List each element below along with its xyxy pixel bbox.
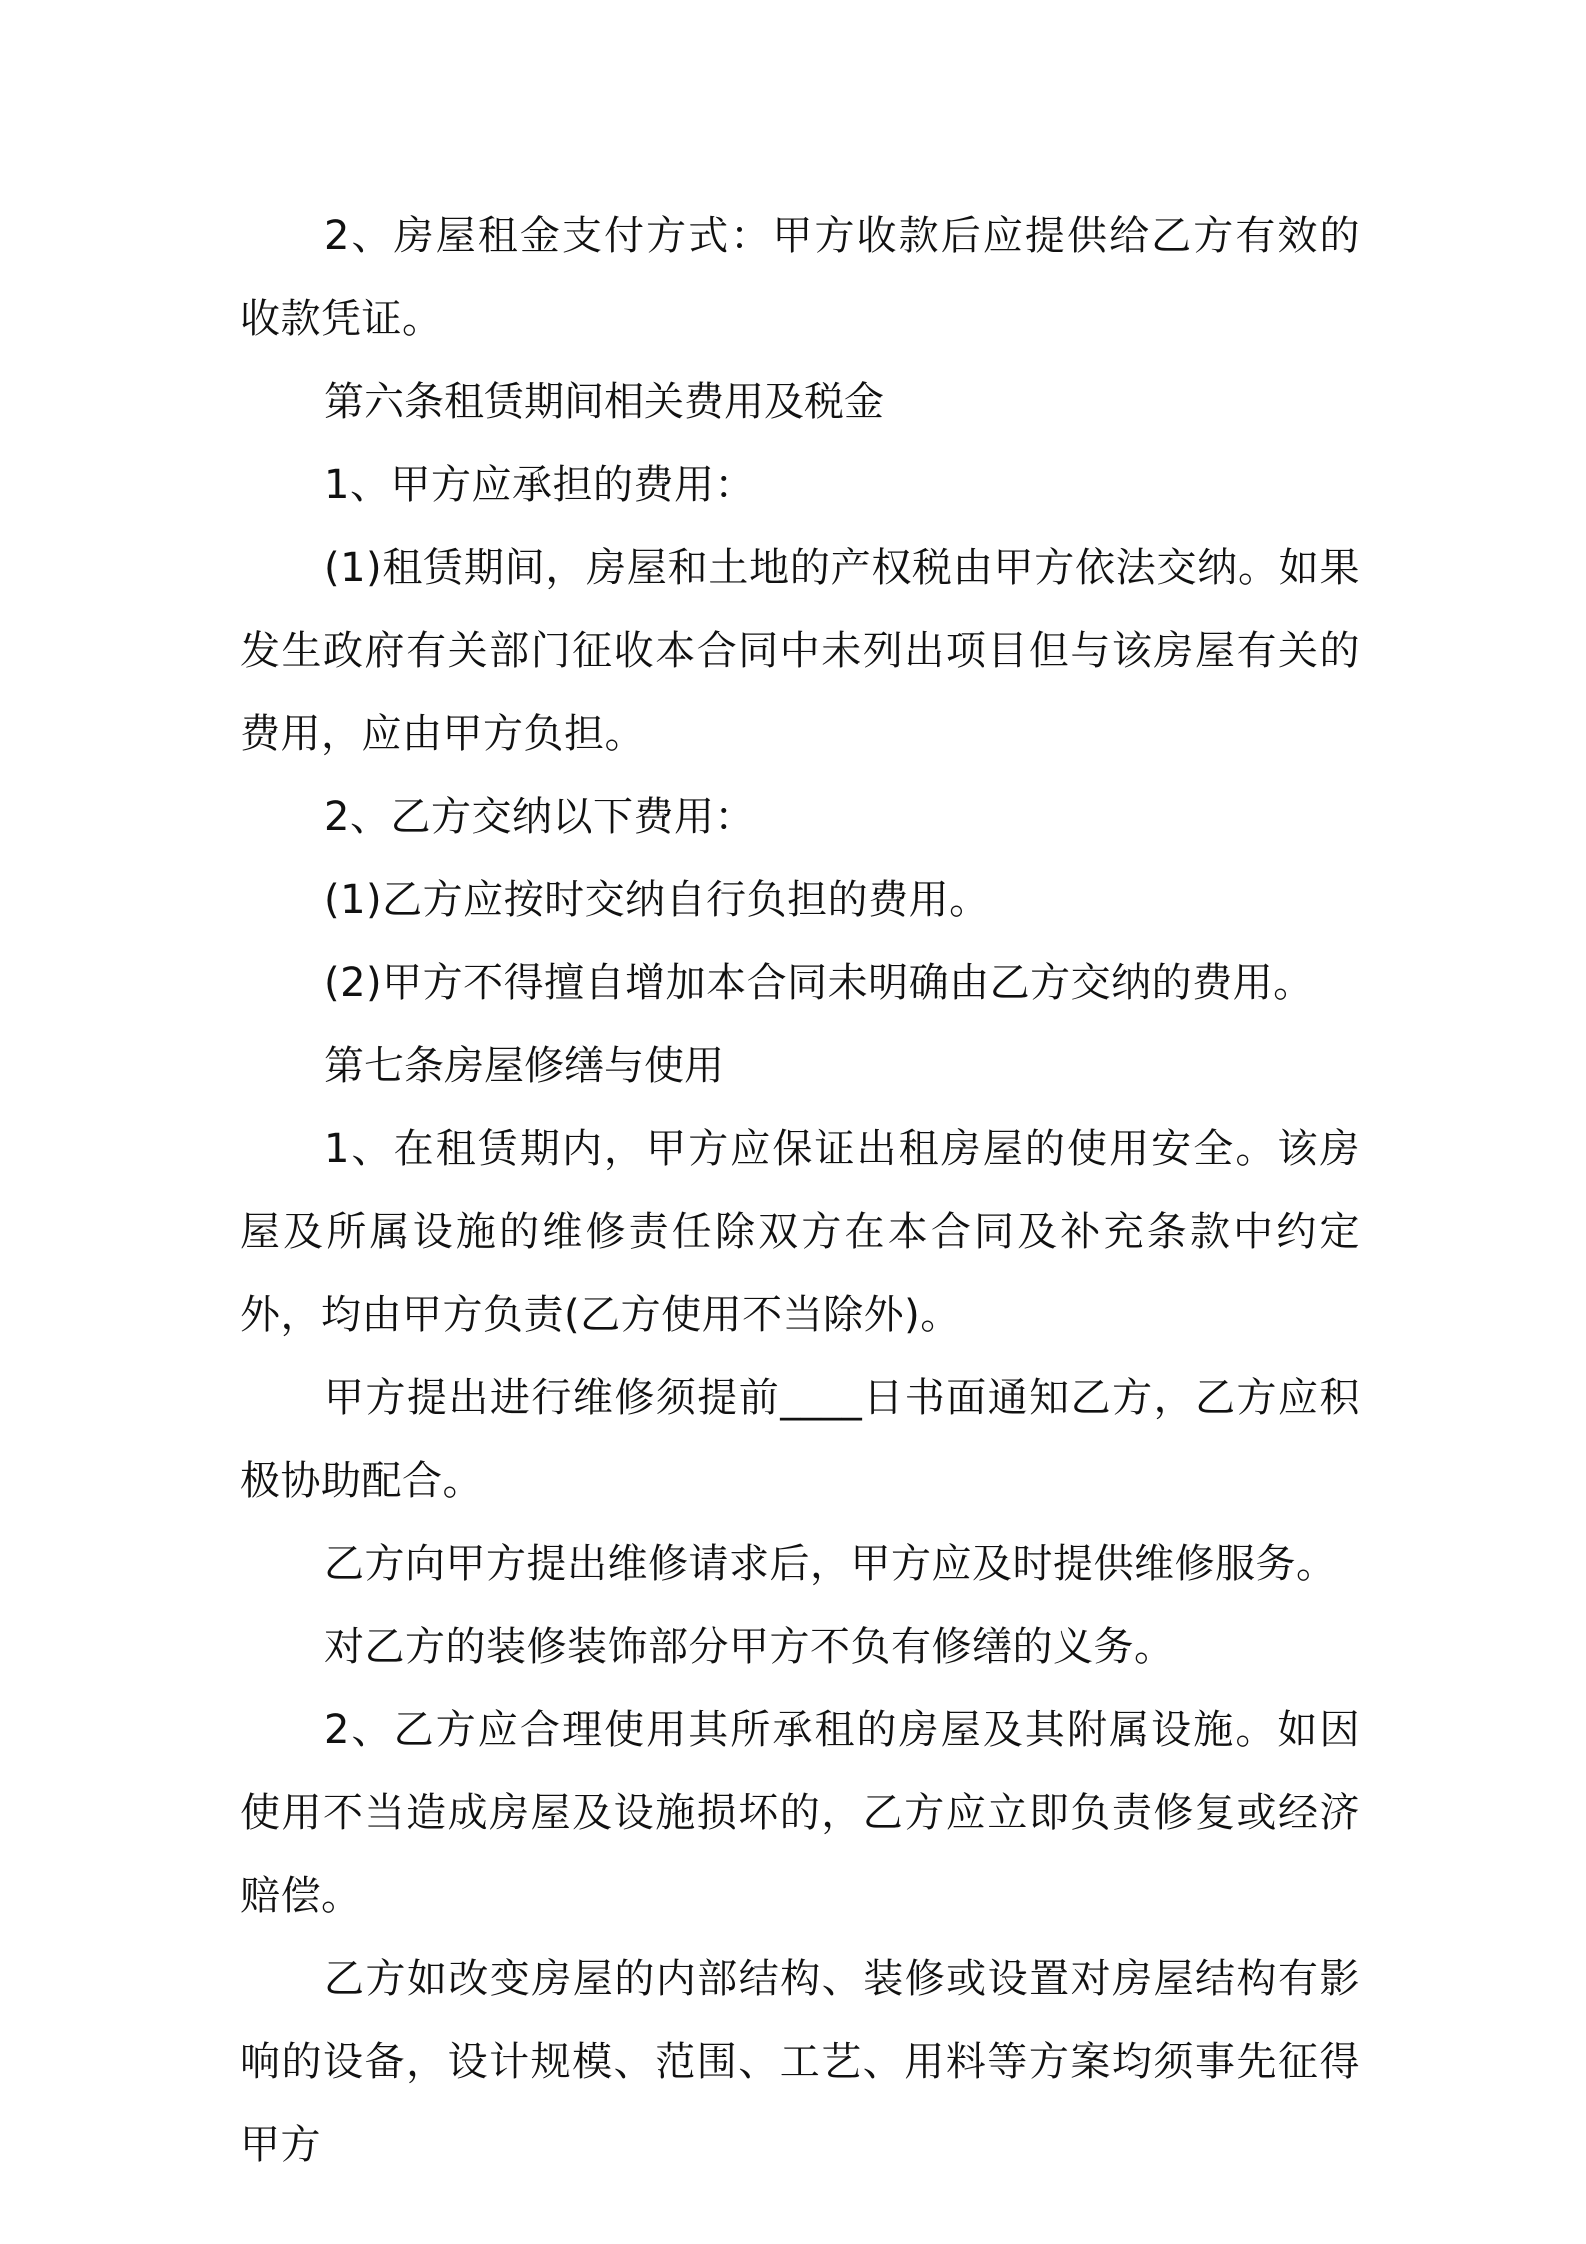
heading-article-6: 第六条租赁期间相关费用及税金 [324, 379, 884, 425]
paragraph-decoration: 对乙方的装修装饰部分甲方不负有修缮的义务。 [324, 1624, 1175, 1670]
paragraph-payment-method: 2、房屋租金支付方式：甲方收款后应提供给乙方有效的收款凭证。 [240, 213, 1360, 342]
heading-article-7: 第七条房屋修缮与使用 [324, 1043, 724, 1089]
paragraph-proper-use: 2、乙方应合理使用其所承租的房屋及其附属设施。如因使用不当造成房屋及设施损坏的，乙方应立即负责修复或经济赔偿。 [240, 1707, 1360, 1919]
paragraph-repair-notice: 甲方提出进行维修须提前____日书面通知乙方，乙方应积极协助配合。 [240, 1375, 1360, 1504]
paragraph-repair-request: 乙方向甲方提出维修请求后，甲方应及时提供维修服务。 [324, 1541, 1337, 1587]
paragraph-party-a-fees: 1、甲方应承担的费用： [324, 462, 755, 508]
paragraph-property-tax: (1)租赁期间，房屋和土地的产权税由甲方依法交纳。如果发生政府有关部门征收本合同中未列出项目但与该房屋有关的费用，应由甲方负担。 [240, 545, 1360, 757]
paragraph-party-b-fee-2: (2)甲方不得擅自增加本合同未明确由乙方交纳的费用。 [324, 960, 1314, 1006]
paragraph-structure-change: 乙方如改变房屋的内部结构、装修或设置对房屋结构有影响的设备，设计规模、范围、工艺、用料等方案均须事先征得甲方 [240, 1956, 1360, 2168]
paragraph-repair-duty: 1、在租赁期内，甲方应保证出租房屋的使用安全。该房屋及所属设施的维修责任除双方在本合同及补充条款中约定外，均由甲方负责(乙方使用不当除外)。 [240, 1126, 1360, 1338]
document-page [240, 195, 1360, 2187]
paragraph-party-b-fees: 2、乙方交纳以下费用： [324, 794, 755, 840]
paragraph-party-b-fee-1: (1)乙方应按时交纳自行负担的费用。 [324, 877, 990, 923]
